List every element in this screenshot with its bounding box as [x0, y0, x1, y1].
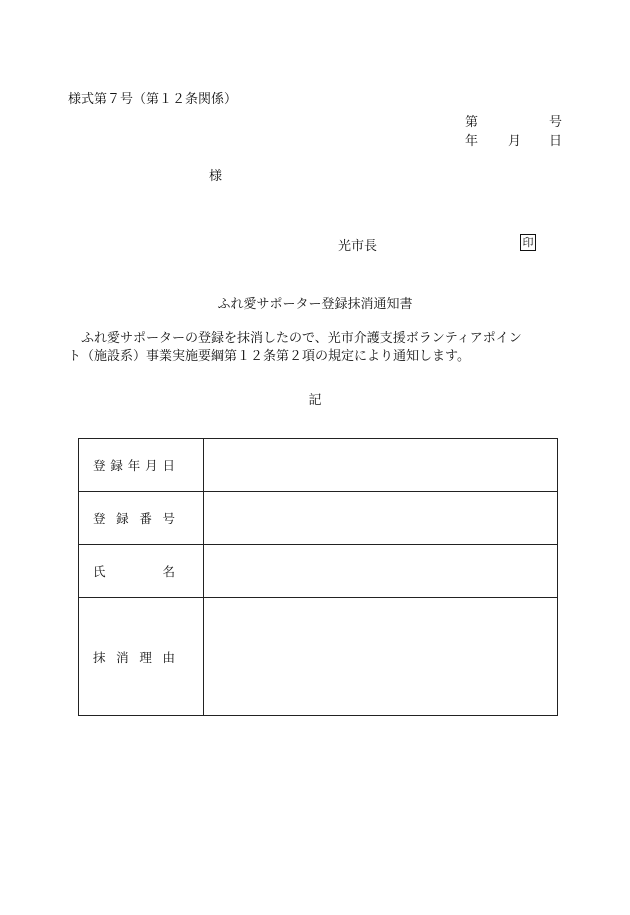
label-char: 月	[145, 458, 158, 473]
label-char: 録	[110, 458, 123, 473]
label-char: 登	[93, 458, 106, 473]
form-number: 様式第７号（第１２条関係）	[68, 92, 238, 107]
info-table	[78, 438, 558, 716]
ki-heading: 記	[308, 393, 322, 408]
table-row	[79, 492, 558, 545]
body-line-1: ふれ愛サポーターの登録を抹消したので、光市介護支援ボランティアポイン	[68, 331, 522, 346]
body-text	[68, 330, 568, 366]
cancellation-reason-field[interactable]	[204, 598, 558, 716]
table-row	[79, 598, 558, 716]
month-label: 月	[508, 134, 522, 149]
label-char: 号	[162, 511, 175, 526]
label-char: 氏	[93, 564, 106, 579]
label-char: 抹	[93, 649, 106, 665]
number-suffix-label: 号	[549, 115, 563, 130]
registration-number-field[interactable]	[204, 492, 558, 545]
label-char: 日	[162, 458, 175, 473]
sender-mayor: 光市長	[338, 239, 378, 254]
day-label: 日	[549, 134, 563, 149]
table-row	[79, 439, 558, 492]
number-prefix-label: 第	[465, 115, 479, 130]
label-char: 消	[116, 649, 129, 665]
label-char: 由	[162, 649, 175, 665]
label-char: 登	[93, 511, 106, 526]
document-title: ふれ愛サポーター登録抹消通知書	[217, 297, 413, 312]
body-line-2: ト（施設系）事業実施要綱第１２条第２項の規定により通知します。	[68, 349, 470, 364]
name-field[interactable]	[204, 545, 558, 598]
table-row	[79, 545, 558, 598]
registration-date-field[interactable]	[204, 439, 558, 492]
name-label	[79, 545, 204, 598]
year-label: 年	[465, 134, 479, 149]
addressee-honorific: 様	[209, 169, 223, 184]
cancellation-reason-label	[79, 598, 204, 716]
seal-mark: 印	[520, 234, 536, 251]
registration-number-label	[79, 492, 204, 545]
label-char: 録	[116, 511, 129, 526]
registration-date-label	[79, 439, 204, 492]
label-char: 名	[162, 564, 175, 579]
label-spread	[93, 648, 175, 666]
label-char: 番	[139, 511, 152, 526]
label-spread	[93, 562, 175, 580]
label-spread	[93, 456, 175, 474]
label-char: 理	[139, 649, 152, 665]
label-spread	[93, 509, 175, 527]
label-char: 年	[127, 458, 141, 473]
